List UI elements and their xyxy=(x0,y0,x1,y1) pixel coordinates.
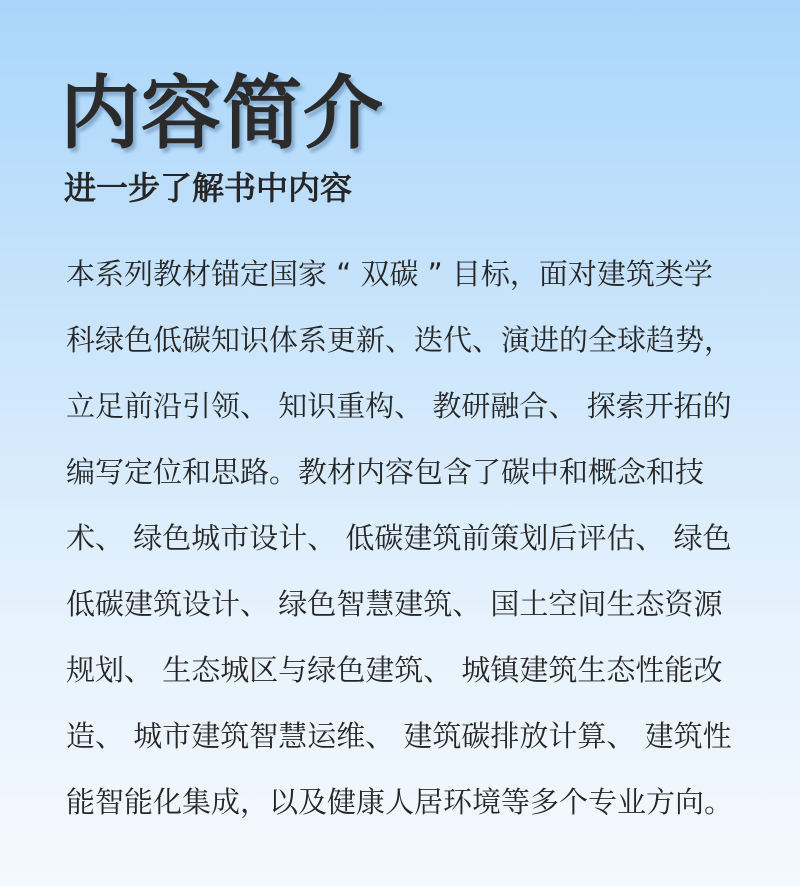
intro-text xyxy=(66,246,746,840)
text-line: 造、 城市建筑智慧运维、 建筑碳排放计算、 建筑性 xyxy=(66,719,732,753)
text-line: 规划、 生态城区与绿色建筑、 城镇建筑生态性能改 xyxy=(66,653,723,687)
text-line: 低碳建筑设计、 绿色智慧建筑、 国土空间生态资源 xyxy=(66,587,723,621)
text-line: 立足前沿引领、 知识重构、 教研融合、 探索开拓的 xyxy=(66,389,732,423)
text-line: 本系列教材锚定国家 “ 双碳 ” 目标，面对建筑类学 xyxy=(66,257,713,291)
page-title: 内容简介 xyxy=(60,67,384,160)
page-subtitle: 进一步了解书中内容 xyxy=(64,169,353,207)
text-line: 术、 绿色城市设计、 低碳建筑前策划后评估、 绿色 xyxy=(66,521,732,555)
text-line: 科绿色低碳知识体系更新、迭代、演进的全球趋势， xyxy=(66,323,734,357)
text-line: 能智能化集成，以及健康人居环境等多个专业方向。 xyxy=(66,785,734,819)
text-line: 编写定位和思路。教材内容包含了碳中和概念和技 xyxy=(66,455,705,489)
